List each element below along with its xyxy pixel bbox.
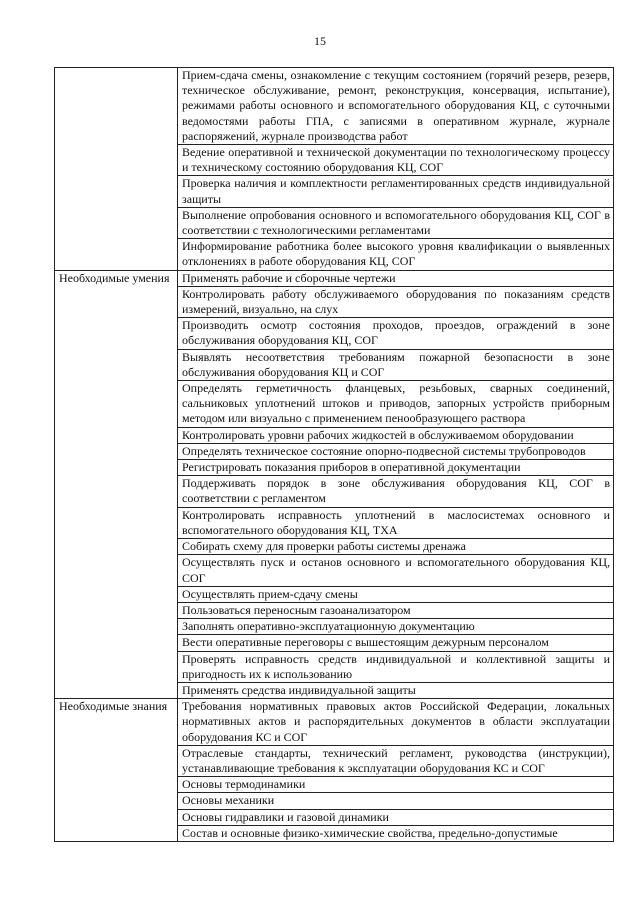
requirements-table [54,67,614,842]
requirement-item: Определять герметичность фланцевых, резьбовых, сварных соединений, сальниковых уплотнений штоков и приводов, запорных устройств приборным методом или визуально с применением пенообразующего раствора [178,381,614,428]
requirement-item: Пользоваться переносным газоанализатором [178,602,614,618]
requirement-item: Контролировать уровни рабочих жидкостей в обслуживаемом оборудовании [178,427,614,443]
table-row [55,68,614,145]
requirement-item: Основы термодинамики [178,777,614,793]
requirement-item: Контролировать исправность уплотнений в маслосистемах основного и вспомогательного оборудования КЦ, ТХА [178,507,614,538]
requirement-item: Основы механики [178,793,614,809]
requirement-item: Осуществлять пуск и останов основного и вспомогательного оборудования КЦ, СОГ [178,555,614,586]
requirement-item: Контролировать работу обслуживаемого оборудования по показаниям средств измерений, визуально, на слух [178,286,614,317]
requirement-item: Осуществлять прием-сдачу смены [178,586,614,602]
requirement-item: Выполнение опробования основного и вспомогательного оборудования КЦ, СОГ в соответствии с технологическими регламентами [178,207,614,238]
requirement-item: Отраслевые стандарты, технический регламент, руководства (инструкции), устанавливающие требования к эксплуатации оборудования КС и СОГ [178,745,614,776]
requirement-item: Определять техническое состояние опорно-подвесной системы трубопроводов [178,443,614,459]
requirement-item: Ведение оперативной и технической документации по технологическому процессу и техническому состоянию оборудования КЦ, СОГ [178,145,614,176]
section-label: Необходимые умения [55,270,178,698]
requirement-item: Регистрировать показания приборов в оперативной документации [178,460,614,476]
requirement-item: Состав и основные физико-химические свойства, предельно-допустимые [178,825,614,841]
requirement-item: Информирование работника более высокого уровня квалификации о выявленных отклонениях в работе оборудования КЦ, СОГ [178,239,614,270]
requirement-item: Проверять исправность средств индивидуальной и коллективной защиты и пригодность их к использованию [178,651,614,682]
requirement-item: Производить осмотр состояния проходов, проездов, ограждений в зоне обслуживания оборудования КЦ, СОГ [178,318,614,349]
requirement-item: Собирать схему для проверки работы системы дренажа [178,539,614,555]
section-label [55,68,178,271]
table-row [55,270,614,286]
table-row [55,699,614,746]
section-label: Необходимые знания [55,699,178,842]
requirement-item: Заполнять оперативно-эксплуатационную документацию [178,619,614,635]
requirement-item: Требования нормативных правовых актов Российской Федерации, локальных нормативных актов и распорядительных документов в области эксплуатации оборудования КС и СОГ [178,699,614,746]
requirement-item: Прием-сдача смены, ознакомление с текущим состоянием (горячий резерв, резерв, техническое обслуживание, ремонт, реконструкция, консервация, испытание), режимами работы основного и вспомогательного оборудования КЦ, с суточными ведомостями работы ГПА, с записями в оперативном журнале, журнале распоряжений, журнале производства работ [178,68,614,145]
page-number: 15 [314,34,326,48]
requirement-item: Применять рабочие и сборочные чертежи [178,270,614,286]
requirement-item: Поддерживать порядок в зоне обслуживания оборудования КЦ, СОГ в соответствии с регламентом [178,476,614,507]
requirement-item: Выявлять несоответствия требованиям пожарной безопасности в зоне обслуживания оборудования КЦ и СОГ [178,349,614,380]
requirement-item: Вести оперативные переговоры с вышестоящим дежурным персоналом [178,635,614,651]
requirement-item: Применять средства индивидуальной защиты [178,682,614,698]
requirement-item: Проверка наличия и комплектности регламентированных средств индивидуальной защиты [178,176,614,207]
requirement-item: Основы гидравлики и газовой динамики [178,809,614,825]
requirements-table-body [55,68,614,842]
